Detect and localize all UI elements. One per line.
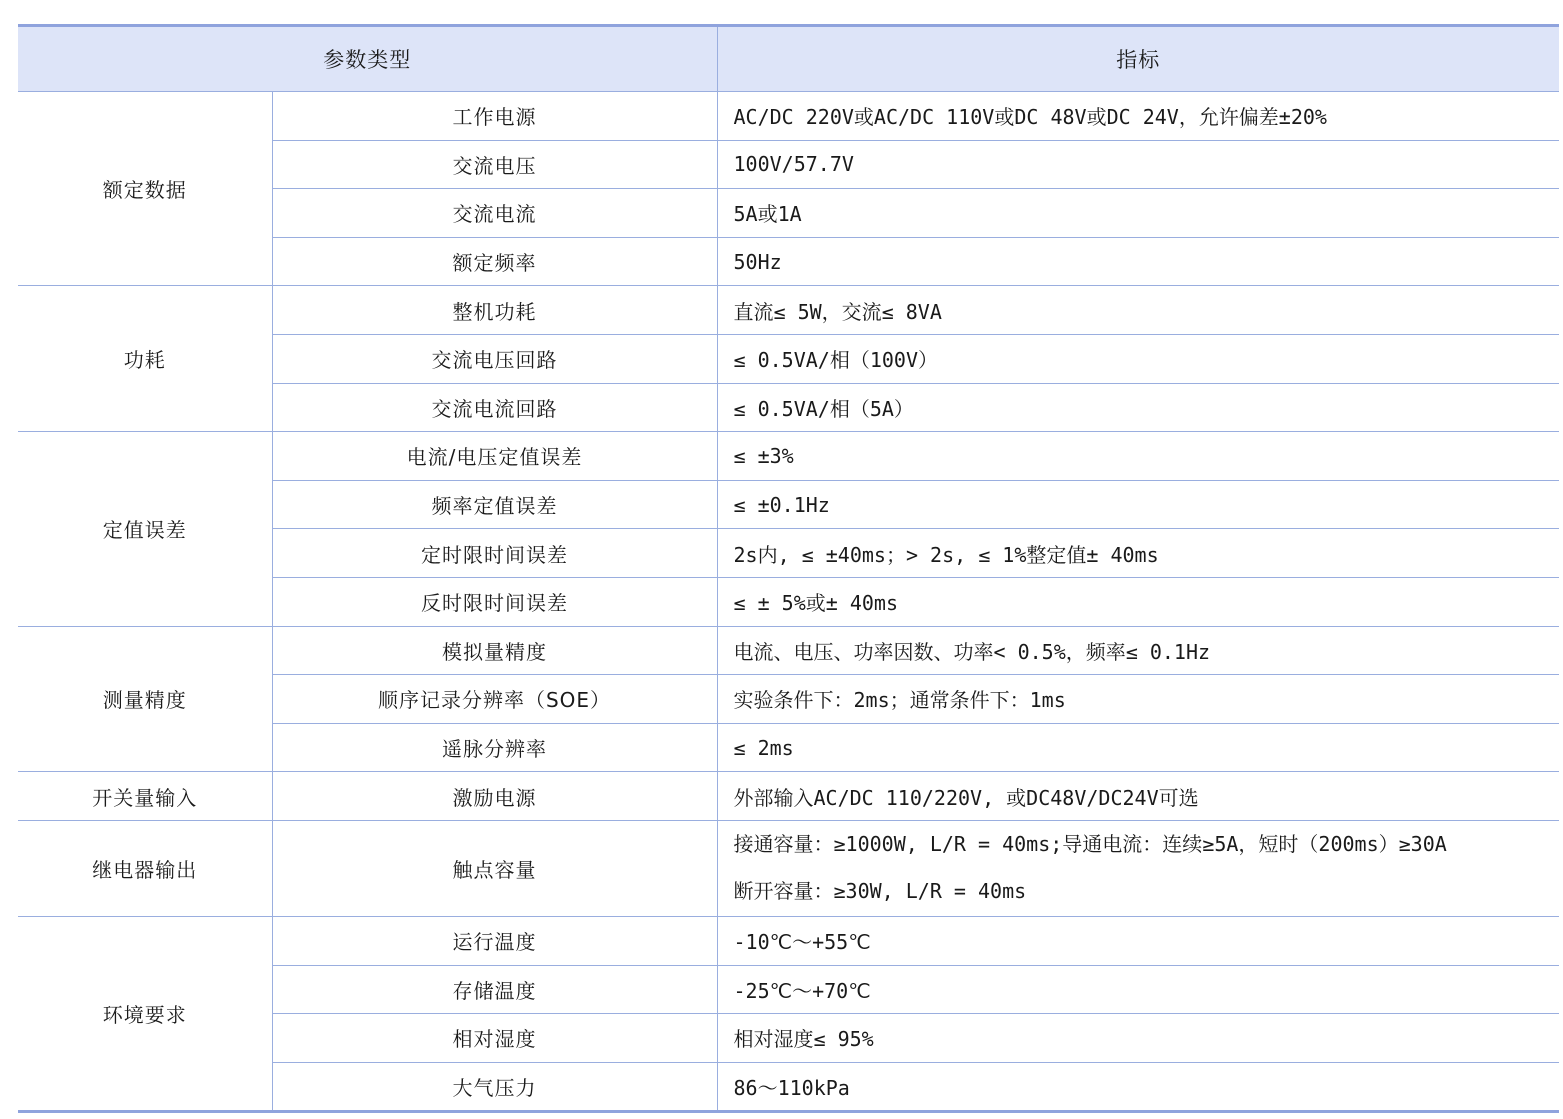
value-cell: 5A或1A [717,189,1559,238]
param-cell: 运行温度 [272,916,717,965]
param-cell: 交流电流 [272,189,717,238]
value-cell: 实验条件下：2ms；通常条件下：1ms [717,675,1559,724]
value-cell: ≤ ± 5%或± 40ms [717,577,1559,626]
value-line: 接通容量：≥1000W, L/R = 40ms;导通电流：连续≥5A，短时（200ms）≥30A [733,831,1447,856]
value-cell: -25℃～+70℃ [717,965,1559,1014]
value-cell: ≤ ±0.1Hz [717,480,1559,529]
table-row [18,286,1559,335]
param-cell: 交流电压 [272,140,717,189]
value-cell: 电流、电压、功率因数、功率< 0.5%，频率≤ 0.1Hz [717,626,1559,675]
category-cell: 定值误差 [18,432,272,626]
category-cell: 测量精度 [18,626,272,772]
header-row [18,26,1559,92]
value-cell: 2s内, ≤ ±40ms；> 2s, ≤ 1%整定值± 40ms [717,529,1559,578]
category-cell: 继电器输出 [18,820,272,916]
param-cell: 交流电压回路 [272,334,717,383]
table-row [18,432,1559,481]
header-param-type: 参数类型 [18,26,717,92]
table-row [18,916,1559,965]
param-cell: 遥脉分辨率 [272,723,717,772]
value-cell: ≤ 0.5VA/相（5A） [717,383,1559,432]
value-cell: -10℃～+55℃ [717,916,1559,965]
value-cell: 50Hz [717,237,1559,286]
value-cell: ≤ 0.5VA/相（100V） [717,334,1559,383]
param-cell: 触点容量 [272,820,717,916]
header-index: 指标 [717,26,1559,92]
param-cell: 激励电源 [272,772,717,821]
value-cell: 100V/57.7V [717,140,1559,189]
param-cell: 频率定值误差 [272,480,717,529]
param-cell: 电流/电压定值误差 [272,432,717,481]
value-cell: ≤ ±3% [717,432,1559,481]
value-cell [717,820,1559,916]
table-row [18,820,1559,916]
param-cell: 相对湿度 [272,1014,717,1063]
value-line: 断开容量：≥30W, L/R = 40ms [733,879,1027,904]
param-cell: 额定频率 [272,237,717,286]
table-row [18,772,1559,821]
table-row [18,92,1559,141]
param-cell: 模拟量精度 [272,626,717,675]
category-cell: 环境要求 [18,916,272,1111]
spec-table [18,24,1559,1113]
param-cell: 反时限时间误差 [272,577,717,626]
value-cell: 直流≤ 5W，交流≤ 8VA [717,286,1559,335]
category-cell: 开关量输入 [18,772,272,821]
param-cell: 大气压力 [272,1062,717,1112]
param-cell: 顺序记录分辨率（SOE） [272,675,717,724]
param-cell: 交流电流回路 [272,383,717,432]
category-cell: 额定数据 [18,92,272,286]
param-cell: 工作电源 [272,92,717,141]
param-cell: 存储温度 [272,965,717,1014]
param-cell: 整机功耗 [272,286,717,335]
value-cell: AC/DC 220V或AC/DC 110V或DC 48V或DC 24V，允许偏差±20% [717,92,1559,141]
value-cell: 86～110kPa [733,1075,850,1100]
value-cell: ≤ 2ms [717,723,1559,772]
value-cell: 外部输入AC/DC 110/220V, 或DC48V/DC24V可选 [717,772,1559,821]
value-cell: 相对湿度≤ 95% [717,1014,1559,1063]
table-row [18,626,1559,675]
category-cell: 功耗 [18,286,272,432]
param-cell: 定时限时间误差 [272,529,717,578]
